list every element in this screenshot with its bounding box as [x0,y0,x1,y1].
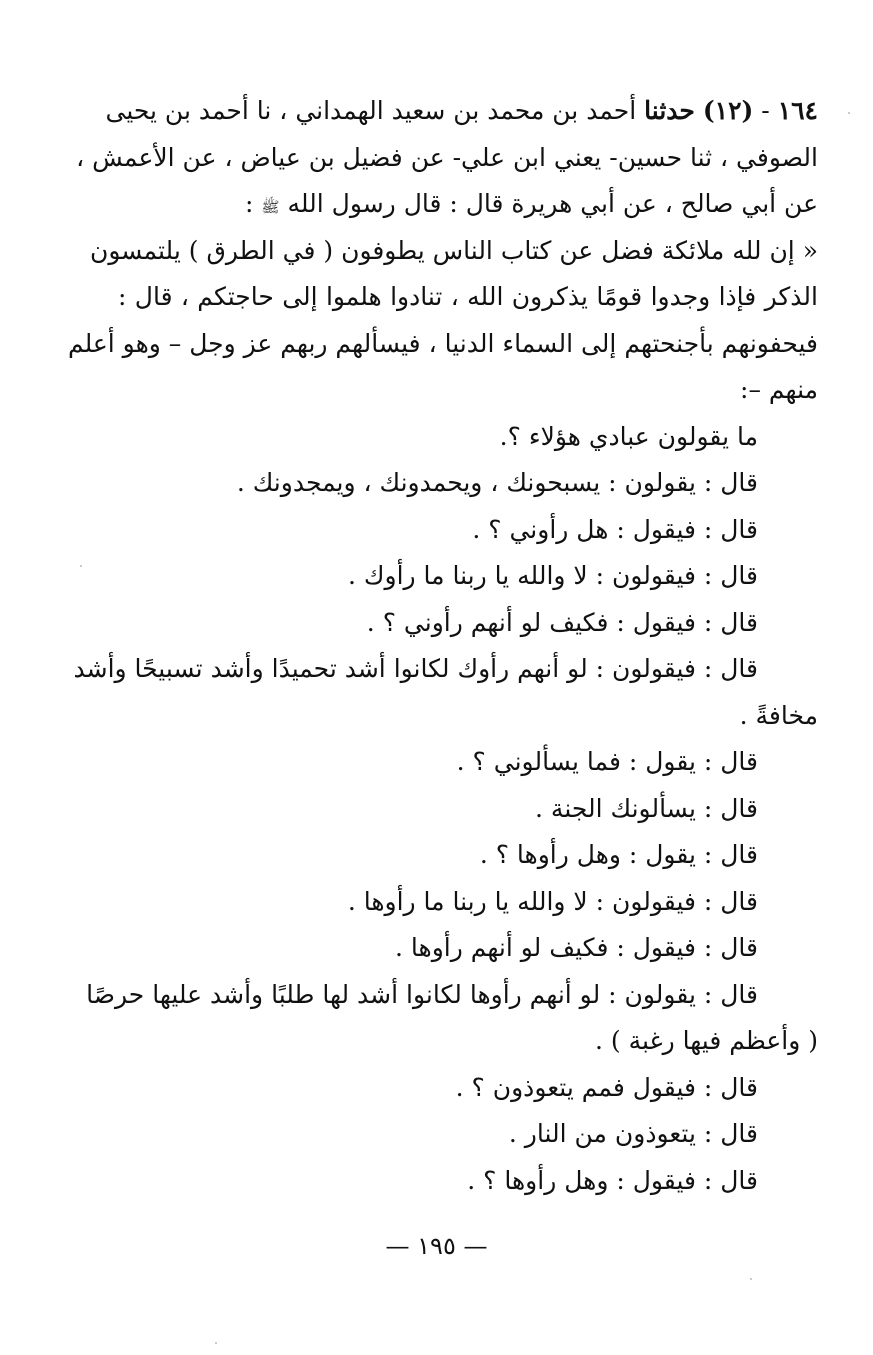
hadith-lead: حدثنا [644,96,695,125]
matn-line: الذكر فإذا وجدوا قومًا يذكرون الله ، تنادوا هلموا إلى حاجتكم ، قال : [118,282,818,311]
dialogue-line: قال : يسألونك الجنة . [535,793,758,823]
dialogue-line: قال : يتعوذون من النار . [508,1119,758,1148]
dialogue-line: قال : فيقول : فكيف لو أنهم رأوني ؟ . [366,607,758,637]
dialogue-line: قال : فيقولون : لا والله يا ربنا ما رأوك . [348,561,758,590]
dialogue-line: قال : يقول : وهل رأوها ؟ . [479,840,758,869]
scan-speck [80,565,82,567]
matn-line: منهم –: [740,375,818,404]
hadith-first-line: ١٦٤ - (١٢) حدثنا أحمد بن محمد بن سعيد الهمداني ، نا أحمد بن يحيى [105,96,818,125]
dialogue-line: قال : يقولون : يسبحونك ، ويحمدونك ، ويمجدونك . [236,468,758,497]
dialogue-line: قال : فيقول : وهل رأوها ؟ . [467,1165,758,1195]
hadith-number: ١٦٤ [777,96,818,125]
hadith-sub-number: (١٢) [702,96,754,125]
scan-speck [750,1278,752,1280]
dialogue-line: قال : يقول : فما يسألوني ؟ . [456,747,758,776]
dialogue-line: قال : فيقول : فكيف لو أنهم رأوها . [395,933,758,962]
matn-line: « إن لله ملائكة فضل عن كتاب الناس يطوفون ( في الطرق ) يلتمسون [89,235,818,265]
dialogue-line: مخافةً . [739,700,818,730]
isnad-line-2: الصوفي ، ثنا حسين- يعني ابن علي- عن فضيل بن عياض ، عن الأعمش ، [76,142,818,172]
honorific-symbol: ﷺ [261,198,280,216]
page-body [67,88,818,1204]
scan-speck [215,1342,217,1344]
isnad-line-3-end: : [245,189,254,218]
isnad-line-3-wrap [118,181,818,228]
matn-line: فيحفونهم بأجنحتهم إلى السماء الدنيا ، فيسألهم ربهم عز وجل – وهو أعلم [67,328,818,358]
dialogue-line: قال : فيقولون : لا والله يا ربنا ما رأوها . [347,886,758,916]
dialogue-line: قال : فيقول فمم يتعوذون ؟ . [455,1072,758,1102]
dialogue-line: ما يقولون عبادي هؤلاء ؟. [499,421,758,451]
isnad-line-1: أحمد بن محمد بن سعيد الهمداني ، نا أحمد بن يحيى [105,96,637,125]
dialogue-line: قال : يقولون : لو أنهم رأوها لكانوا أشد لها طلبًا وأشد عليها حرصًا [86,979,758,1009]
dialogue-line: قال : فيقولون : لو أنهم رأوك لكانوا أشد تحميدًا وأشد تسبيحًا وأشد [73,654,758,683]
dialogue-line: قال : فيقول : هل رأوني ؟ . [472,514,758,544]
isnad-line-3: عن أبي صالح ، عن أبي هريرة قال : قال رسول الله [287,189,818,218]
page-number: — ١٩٥ — [385,1232,488,1260]
dialogue-line: ( وأعظم فيها رغبة ) . [595,1026,818,1055]
scan-speck [848,112,850,114]
